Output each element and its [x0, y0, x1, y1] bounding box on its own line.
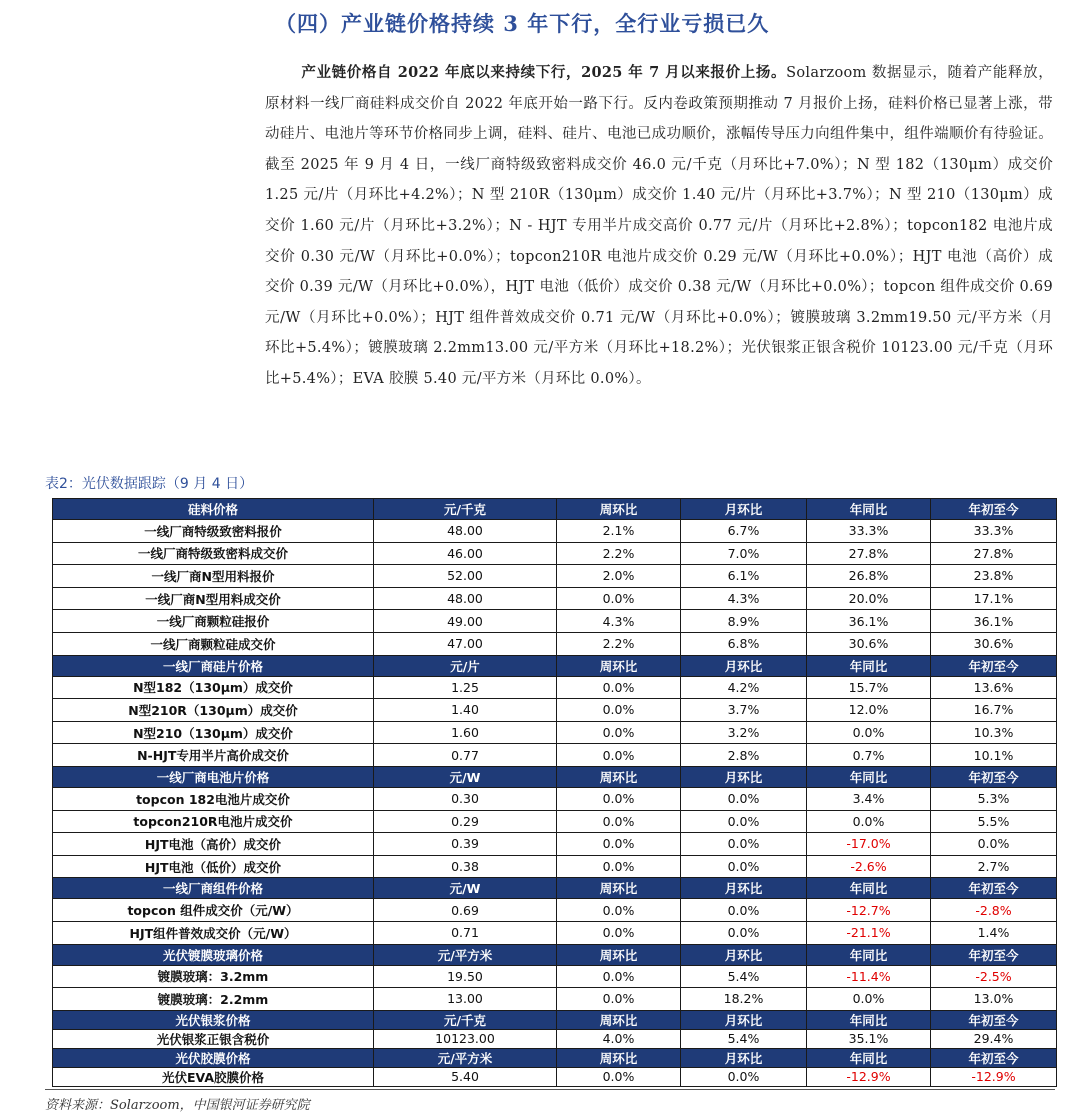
row-value: 0.71 — [374, 921, 557, 944]
row-label: 一线厂商特级致密料报价 — [53, 520, 374, 543]
row-label: topcon 组件成交价（元/W） — [53, 899, 374, 922]
row-value: 33.3% — [931, 520, 1057, 543]
row-value: 0.0% — [681, 1067, 807, 1086]
row-label: 光伏银浆正银含税价 — [53, 1029, 374, 1048]
section-header-row — [53, 1048, 1057, 1067]
row-value: 27.8% — [931, 542, 1057, 565]
header-cell: 周环比 — [557, 766, 681, 787]
header-cell: 月环比 — [681, 944, 807, 965]
header-cell: 年同比 — [807, 766, 931, 787]
table-row — [53, 542, 1057, 565]
row-value: 0.0% — [557, 676, 681, 699]
header-cell: 月环比 — [681, 655, 807, 676]
row-value: 2.1% — [557, 520, 681, 543]
row-value: 18.2% — [681, 988, 807, 1011]
header-cell: 年初至今 — [931, 878, 1057, 899]
header-cell: 硅料价格 — [53, 499, 374, 520]
table-row — [53, 787, 1057, 810]
table-row — [53, 587, 1057, 610]
row-value: 10.1% — [931, 744, 1057, 767]
row-label: 镀膜玻璃：2.2mm — [53, 988, 374, 1011]
table-caption: 表2：光伏数据跟踪（9 月 4 日） — [45, 476, 254, 492]
table-body — [53, 499, 1057, 1087]
row-value: 0.0% — [557, 921, 681, 944]
header-cell: 月环比 — [681, 1010, 807, 1029]
row-value: 0.0% — [557, 787, 681, 810]
header-cell: 元/平方米 — [374, 944, 557, 965]
header-cell: 年同比 — [807, 944, 931, 965]
row-value: 0.39 — [374, 833, 557, 856]
table-row — [53, 1029, 1057, 1048]
row-value: 3.4% — [807, 787, 931, 810]
row-value: 0.30 — [374, 787, 557, 810]
row-value: 5.3% — [931, 787, 1057, 810]
section-header-row — [53, 878, 1057, 899]
row-value: 0.0% — [557, 833, 681, 856]
row-value: 33.3% — [807, 520, 931, 543]
row-label: N型210R（130μm）成交价 — [53, 699, 374, 722]
row-value: 4.2% — [681, 676, 807, 699]
row-value: 0.29 — [374, 810, 557, 833]
paragraph-lead: 产业链价格自 2022 年底以来持续下行，2025 年 7 月以来报价上扬。 — [301, 64, 787, 81]
source-note: 资料来源：Solarzoom，中国银河证券研究院 — [45, 1098, 310, 1113]
row-value: 20.0% — [807, 587, 931, 610]
row-value: 29.4% — [931, 1029, 1057, 1048]
header-cell: 一线厂商电池片价格 — [53, 766, 374, 787]
row-value: 27.8% — [807, 542, 931, 565]
row-value: 12.0% — [807, 699, 931, 722]
table-row — [53, 632, 1057, 655]
row-value: 0.0% — [681, 855, 807, 878]
table-row — [53, 855, 1057, 878]
row-value: 36.1% — [931, 610, 1057, 633]
header-cell: 元/片 — [374, 655, 557, 676]
row-value: 49.00 — [374, 610, 557, 633]
row-value: 26.8% — [807, 565, 931, 588]
row-value: 2.0% — [557, 565, 681, 588]
row-value: 1.25 — [374, 676, 557, 699]
row-value: 0.0% — [931, 833, 1057, 856]
header-cell: 元/平方米 — [374, 1048, 557, 1067]
header-cell: 月环比 — [681, 1048, 807, 1067]
row-value: 6.7% — [681, 520, 807, 543]
row-value: 48.00 — [374, 520, 557, 543]
row-value: 5.4% — [681, 1029, 807, 1048]
row-value: 48.00 — [374, 587, 557, 610]
row-label: 一线厂商颗粒硅报价 — [53, 610, 374, 633]
row-value: 5.4% — [681, 965, 807, 988]
row-value: -11.4% — [807, 965, 931, 988]
header-cell: 月环比 — [681, 766, 807, 787]
row-value: 30.6% — [807, 632, 931, 655]
header-cell: 元/千克 — [374, 1010, 557, 1029]
row-value: 0.0% — [557, 721, 681, 744]
row-value: -12.9% — [931, 1067, 1057, 1086]
header-cell: 年初至今 — [931, 1048, 1057, 1067]
header-cell: 年初至今 — [931, 655, 1057, 676]
row-value: 0.0% — [557, 899, 681, 922]
table-row — [53, 744, 1057, 767]
row-value: 0.0% — [681, 921, 807, 944]
row-value: 15.7% — [807, 676, 931, 699]
row-value: -2.8% — [931, 899, 1057, 922]
row-value: 0.0% — [557, 699, 681, 722]
row-value: 0.0% — [557, 744, 681, 767]
row-value: 0.0% — [557, 587, 681, 610]
row-value: 0.0% — [807, 721, 931, 744]
row-label: HJT电池（高价）成交价 — [53, 833, 374, 856]
paragraph-body: Solarzoom 数据显示，随着产能释放，原材料一线厂商硅料成交价自 2022 年底开始一路下行。反内卷政策预期推动 7 月报价上扬，硅料价格已显著上涨，带动硅片、电池片等环节价格同步上调，硅料、硅片、电池已成功顺价，涨幅传导压力向组件集中，组件端顺价有待验证。截至 2025 年 9 月 4 日，一线厂商特级致密料成交价 46.0 元/千克（月环比+7.0%）；N 型 182（130μm）成交价 1.25 元/片（月环比+4.2%）；N 型 210R（130μm）成交价 1.40 元/片（月环比+3.7%）；N 型 210（130μm）成交价 1.60 元/片（月环比+3.2%）；N - HJT 专用半片成交高价 0.77 元/片（月环比+2.8%）；topcon182 电池片成交价 0.30 元/W（月环比+0.0%）；topcon210R 电池片成交价 0.29 元/W（月环比+0.0%）；HJT 电池（高价）成交价 0.39 元/W（月环比+0.0%），HJT 电池（低价）成交价 0.38 元/W（月环比+0.0%）；topcon 组件成交价 0.69 元/W（月环比+0.0%）；HJT 组件普效成交价 0.71 元/W（月环比+0.0%）；镀膜玻璃 3.2mm19.50 元/平方米（月环比+5.4%）；镀膜玻璃 2.2mm13.00 元/平方米（月环比+18.2%）；光伏银浆正银含税价 10123.00 元/千克（月环比+5.4%）；EVA 胶膜 5.40 元/平方米（月环比 0.0%）。 — [265, 65, 1053, 387]
header-cell: 年同比 — [807, 1048, 931, 1067]
row-value: 0.0% — [681, 833, 807, 856]
row-value: 0.69 — [374, 899, 557, 922]
price-tracking-table — [52, 498, 1057, 1087]
row-value: 52.00 — [374, 565, 557, 588]
header-cell: 周环比 — [557, 878, 681, 899]
row-value: 0.0% — [807, 810, 931, 833]
row-value: 4.3% — [557, 610, 681, 633]
row-value: 4.0% — [557, 1029, 681, 1048]
row-value: 7.0% — [681, 542, 807, 565]
price-table-container — [52, 498, 1056, 1087]
row-value: 0.0% — [557, 855, 681, 878]
header-cell: 年同比 — [807, 1010, 931, 1029]
row-value: 1.4% — [931, 921, 1057, 944]
row-label: topcon 182电池片成交价 — [53, 787, 374, 810]
row-value: 1.60 — [374, 721, 557, 744]
table-row — [53, 965, 1057, 988]
header-cell: 月环比 — [681, 499, 807, 520]
header-cell: 年初至今 — [931, 944, 1057, 965]
row-label: HJT电池（低价）成交价 — [53, 855, 374, 878]
row-value: 5.5% — [931, 810, 1057, 833]
table-row — [53, 921, 1057, 944]
row-label: N-HJT专用半片高价成交价 — [53, 744, 374, 767]
row-value: 13.0% — [931, 988, 1057, 1011]
row-value: 2.2% — [557, 632, 681, 655]
header-cell: 月环比 — [681, 878, 807, 899]
table-row — [53, 676, 1057, 699]
row-value: 46.00 — [374, 542, 557, 565]
row-label: HJT组件普效成交价（元/W） — [53, 921, 374, 944]
row-value: 10.3% — [931, 721, 1057, 744]
table-row — [53, 565, 1057, 588]
header-cell: 光伏镀膜玻璃价格 — [53, 944, 374, 965]
table-row — [53, 520, 1057, 543]
table-row — [53, 699, 1057, 722]
header-cell: 周环比 — [557, 655, 681, 676]
section-header-row — [53, 499, 1057, 520]
row-value: 3.2% — [681, 721, 807, 744]
header-cell: 元/W — [374, 878, 557, 899]
row-value: 0.38 — [374, 855, 557, 878]
table-row — [53, 610, 1057, 633]
row-value: 0.0% — [681, 899, 807, 922]
row-value: 0.0% — [681, 810, 807, 833]
row-value: 10123.00 — [374, 1029, 557, 1048]
header-cell: 光伏银浆价格 — [53, 1010, 374, 1029]
section-header-row — [53, 944, 1057, 965]
row-value: 16.7% — [931, 699, 1057, 722]
body-paragraph — [265, 58, 1053, 395]
row-label: topcon210R电池片成交价 — [53, 810, 374, 833]
row-value: -21.1% — [807, 921, 931, 944]
header-cell: 周环比 — [557, 944, 681, 965]
row-value: 47.00 — [374, 632, 557, 655]
row-value: 0.7% — [807, 744, 931, 767]
table-row — [53, 721, 1057, 744]
row-value: -17.0% — [807, 833, 931, 856]
row-value: 4.3% — [681, 587, 807, 610]
header-cell: 一线厂商组件价格 — [53, 878, 374, 899]
section-header-row — [53, 766, 1057, 787]
row-value: 0.0% — [557, 988, 681, 1011]
row-value: 0.0% — [557, 1067, 681, 1086]
row-value: 0.77 — [374, 744, 557, 767]
table-row — [53, 1067, 1057, 1086]
header-cell: 年同比 — [807, 655, 931, 676]
row-value: -12.9% — [807, 1067, 931, 1086]
row-value: -12.7% — [807, 899, 931, 922]
row-value: 6.8% — [681, 632, 807, 655]
header-cell: 元/W — [374, 766, 557, 787]
header-cell: 一线厂商硅片价格 — [53, 655, 374, 676]
row-label: N型210（130μm）成交价 — [53, 721, 374, 744]
header-cell: 元/千克 — [374, 499, 557, 520]
row-value: 3.7% — [681, 699, 807, 722]
row-value: 0.0% — [807, 988, 931, 1011]
section-header-row — [53, 655, 1057, 676]
row-label: 一线厂商颗粒硅成交价 — [53, 632, 374, 655]
source-divider — [45, 1089, 1055, 1090]
section-heading: （四）产业链价格持续 3 年下行，全行业亏损已久 — [275, 11, 770, 36]
row-value: 13.6% — [931, 676, 1057, 699]
table-row — [53, 833, 1057, 856]
row-label: 一线厂商特级致密料成交价 — [53, 542, 374, 565]
header-cell: 年同比 — [807, 878, 931, 899]
table-row — [53, 899, 1057, 922]
row-value: 36.1% — [807, 610, 931, 633]
row-value: 2.2% — [557, 542, 681, 565]
header-cell: 周环比 — [557, 499, 681, 520]
table-row — [53, 810, 1057, 833]
row-value: 0.0% — [557, 810, 681, 833]
header-cell: 年初至今 — [931, 1010, 1057, 1029]
row-value: 8.9% — [681, 610, 807, 633]
row-value: 5.40 — [374, 1067, 557, 1086]
header-cell: 年初至今 — [931, 499, 1057, 520]
row-label: N型182（130μm）成交价 — [53, 676, 374, 699]
row-value: 30.6% — [931, 632, 1057, 655]
row-label: 一线厂商N型用料成交价 — [53, 587, 374, 610]
row-value: 19.50 — [374, 965, 557, 988]
row-value: -2.5% — [931, 965, 1057, 988]
row-value: 0.0% — [557, 965, 681, 988]
row-value: 0.0% — [681, 787, 807, 810]
row-value: 6.1% — [681, 565, 807, 588]
row-value: 2.8% — [681, 744, 807, 767]
header-cell: 年初至今 — [931, 766, 1057, 787]
row-value: 35.1% — [807, 1029, 931, 1048]
row-value: -2.6% — [807, 855, 931, 878]
header-cell: 周环比 — [557, 1010, 681, 1029]
row-value: 1.40 — [374, 699, 557, 722]
table-row — [53, 988, 1057, 1011]
row-value: 13.00 — [374, 988, 557, 1011]
row-label: 镀膜玻璃：3.2mm — [53, 965, 374, 988]
header-cell: 周环比 — [557, 1048, 681, 1067]
header-cell: 光伏胶膜价格 — [53, 1048, 374, 1067]
row-label: 一线厂商N型用料报价 — [53, 565, 374, 588]
section-header-row — [53, 1010, 1057, 1029]
header-cell: 年同比 — [807, 499, 931, 520]
row-value: 17.1% — [931, 587, 1057, 610]
row-value: 2.7% — [931, 855, 1057, 878]
row-value: 23.8% — [931, 565, 1057, 588]
row-label: 光伏EVA胶膜价格 — [53, 1067, 374, 1086]
